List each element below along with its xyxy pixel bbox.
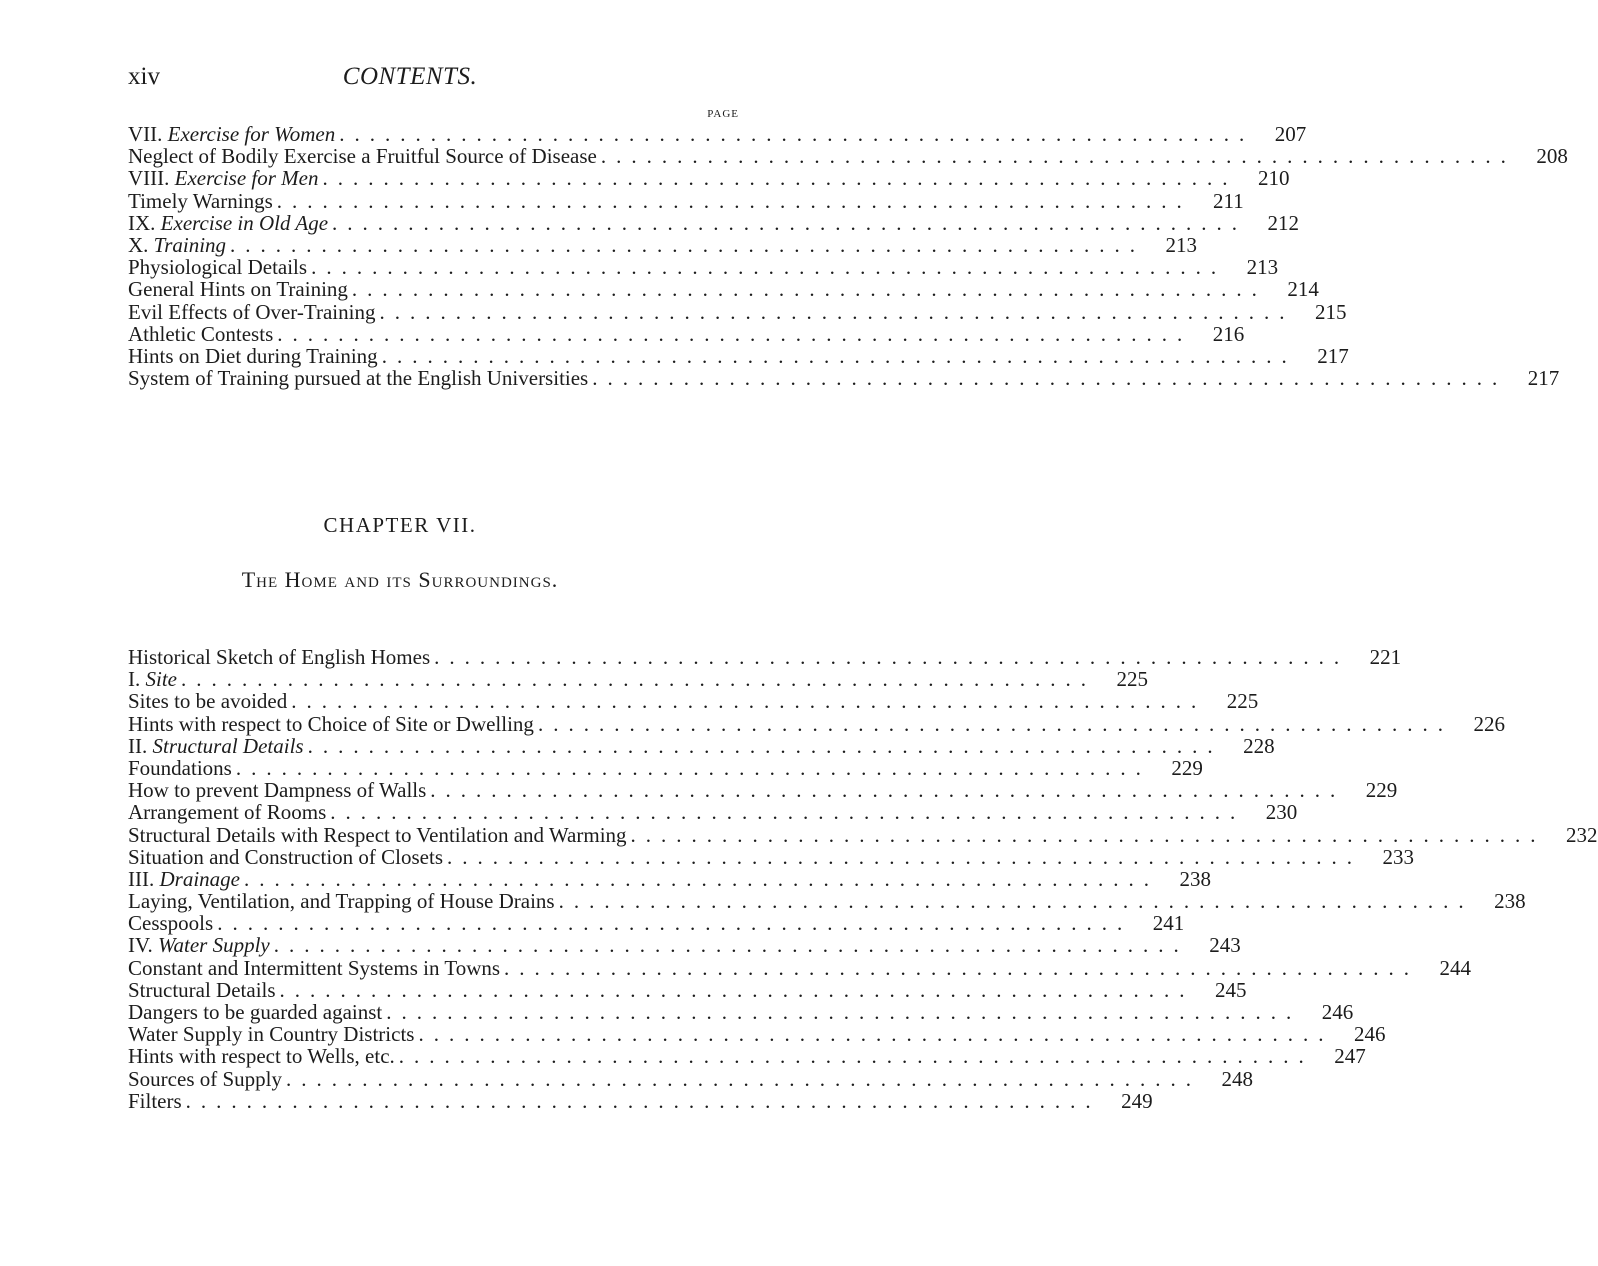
dot-leader: ............................................................ xyxy=(592,366,1508,391)
dot-leader: ............................................................ xyxy=(286,1066,1201,1091)
chapter-heading: CHAPTER VII. xyxy=(323,513,477,537)
toc-entry-section-title: Exercise in Old Age xyxy=(160,210,329,235)
toc-entry-title: Constant and Intermittent Systems in Towns xyxy=(128,955,501,980)
toc-entry xyxy=(128,1088,1153,1113)
dot-leader: ............................................................ xyxy=(311,255,1227,280)
toc-section-home xyxy=(128,645,1598,1113)
toc-entry-section-title: Training xyxy=(153,232,227,257)
dot-leader: ............................................................ xyxy=(276,188,1192,213)
toc-page-number: 208 xyxy=(1536,144,1568,169)
toc-entry-title: Physiological Details xyxy=(128,255,308,280)
toc-page-number: 225 xyxy=(1226,689,1259,714)
dot-leader: ............................................................ xyxy=(279,977,1195,1002)
toc-entry-section-title: Site xyxy=(145,667,177,692)
toc-entry-title: Filters xyxy=(128,1088,182,1113)
toc-entry xyxy=(128,933,1241,958)
toc-entry xyxy=(128,144,1568,169)
toc-page-number: 232 xyxy=(1566,822,1598,847)
toc-page-number: 214 xyxy=(1287,277,1319,302)
toc-entry-title: Structural Details with Respect to Ventilation and Warming xyxy=(128,822,627,847)
toc-entry xyxy=(128,755,1203,780)
dot-leader: ............................................................ xyxy=(434,645,1350,669)
dot-leader: ............................................................ xyxy=(243,866,1159,891)
dot-leader: ............................................................ xyxy=(230,232,1146,257)
toc-page-number: 226 xyxy=(1473,711,1505,736)
dot-leader: ............................................................ xyxy=(504,955,1420,980)
toc-page-number: 238 xyxy=(1494,889,1526,914)
toc-entry xyxy=(128,277,1319,302)
toc-entry-section-title: Structural Details xyxy=(152,733,304,758)
toc-entry-title: Cesspools xyxy=(128,911,214,936)
dot-leader: ............................................................ xyxy=(430,778,1346,803)
toc-entry-title: Timely Warnings xyxy=(128,188,273,213)
toc-page-number: 238 xyxy=(1179,866,1211,891)
toc-page-number: 246 xyxy=(1321,1000,1354,1024)
toc-entry xyxy=(128,1000,1354,1024)
toc-entry xyxy=(128,321,1245,346)
dot-leader: ............................................................ xyxy=(630,822,1546,847)
toc-entry-title: Sources of Supply xyxy=(128,1066,282,1091)
toc-page-number: 249 xyxy=(1121,1088,1153,1113)
toc-entry xyxy=(128,188,1244,213)
toc-page-number: 212 xyxy=(1267,210,1300,235)
dot-leader: ............................................................ xyxy=(600,144,1516,169)
toc-page-number: 211 xyxy=(1213,188,1244,213)
dot-leader: ............................................................ xyxy=(322,166,1238,191)
toc-entry-title: Hints with respect to Choice of Site or Dwelling xyxy=(128,711,534,736)
toc-entry xyxy=(128,955,1472,980)
toc-entry-section-title: Drainage xyxy=(159,866,240,891)
toc-page-number: 233 xyxy=(1382,844,1414,869)
toc-entry-title: VIII. Exercise for Men xyxy=(128,166,319,191)
dot-leader: ............................................................ xyxy=(537,711,1453,736)
toc-page-number: 245 xyxy=(1215,977,1247,1002)
toc-entry-title: Foundations xyxy=(128,755,232,780)
toc-entry-title: Situation and Construction of Closets xyxy=(128,844,443,869)
dot-leader: ............................................................ xyxy=(558,889,1474,914)
dot-leader: ............................................................ xyxy=(386,1000,1302,1024)
toc-entry-title: Hints with respect to Wells, etc. xyxy=(128,1044,395,1069)
toc-entry xyxy=(128,210,1300,235)
toc-page-number: 216 xyxy=(1212,321,1245,346)
dot-leader: ............................................................ xyxy=(307,733,1223,758)
toc-entry xyxy=(128,1022,1386,1047)
toc-entry xyxy=(128,711,1505,736)
toc-page-number: 229 xyxy=(1365,778,1398,803)
toc-page-number: 243 xyxy=(1209,933,1241,958)
toc-entry-title: IV. Water Supply xyxy=(128,933,270,958)
toc-page-number: 228 xyxy=(1243,733,1275,758)
toc-entry-title: I. Site xyxy=(128,667,177,692)
toc-page-number: 217 xyxy=(1527,366,1560,391)
toc-page-number: 213 xyxy=(1246,255,1279,280)
toc-entry-title: II. Structural Details xyxy=(128,733,304,758)
dot-leader: ............................................................ xyxy=(217,911,1133,936)
dot-leader: ............................................................ xyxy=(277,321,1193,346)
running-title: CONTENTS. xyxy=(342,63,478,90)
toc-page-number: 213 xyxy=(1165,232,1198,257)
toc-entry-title: Water Supply in Country Districts xyxy=(128,1022,415,1047)
toc-entry xyxy=(128,889,1526,914)
toc-entry-title: Dangers to be guarded against xyxy=(128,1000,383,1024)
toc-entry-title: General Hints on Training xyxy=(128,277,348,302)
toc-entry-title: IX. Exercise in Old Age xyxy=(128,210,329,235)
toc-entry xyxy=(128,1066,1253,1091)
toc-entry-title: Historical Sketch of English Homes xyxy=(128,645,431,669)
toc-entry xyxy=(128,822,1598,847)
toc-page-number: 248 xyxy=(1221,1066,1253,1091)
dot-leader: ............................................................ xyxy=(447,844,1362,869)
toc-entry xyxy=(128,299,1347,324)
dot-leader: ............................................................ xyxy=(235,755,1151,780)
dot-leader: ............................................................ xyxy=(351,277,1267,302)
dot-leader: ............................................................ xyxy=(418,1022,1334,1047)
toc-entry-title: Structural Details xyxy=(128,977,276,1002)
chapter-title: The Home and its Surroundings. xyxy=(241,567,559,592)
toc-page-number: 246 xyxy=(1353,1022,1386,1047)
toc-entry xyxy=(128,911,1185,936)
dot-leader: ............................................................ xyxy=(330,800,1246,825)
dot-leader: ............................................................ xyxy=(381,343,1297,368)
toc-entry xyxy=(128,366,1560,391)
toc-entry xyxy=(128,645,1402,669)
toc-entry-title: Evil Effects of Over-Training xyxy=(128,299,376,324)
toc-entry xyxy=(128,866,1211,891)
toc-entry-section-title: Exercise for Men xyxy=(174,166,319,191)
toc-entry-section-title: Water Supply xyxy=(157,933,270,958)
toc-page-number: 207 xyxy=(1274,122,1307,146)
toc-entry-section-title: Exercise for Women xyxy=(167,122,336,146)
toc-page-number: 215 xyxy=(1314,299,1347,324)
toc-entry xyxy=(128,232,1198,257)
dot-leader: ............................................................ xyxy=(291,689,1207,714)
toc-entry-title: VII. Exercise for Women xyxy=(128,122,336,146)
toc-entry-title: Hints on Diet during Training xyxy=(128,343,378,368)
toc-entry xyxy=(128,166,1290,191)
toc-entry xyxy=(128,1044,1366,1069)
toc-entry xyxy=(128,977,1247,1002)
dot-leader: ............................................................ xyxy=(379,299,1295,324)
toc-page-number: 210 xyxy=(1258,166,1290,191)
toc-entry xyxy=(128,255,1279,280)
toc-page-number: 221 xyxy=(1369,645,1402,669)
toc-section-exercise xyxy=(128,122,1568,391)
toc-page-number: 217 xyxy=(1317,343,1349,368)
dot-leader: ............................................................ xyxy=(332,210,1248,235)
toc-page-number: 244 xyxy=(1439,955,1472,980)
dot-leader: ............................................................ xyxy=(339,122,1255,146)
toc-entry xyxy=(128,778,1398,803)
toc-entry-title: Sites to be avoided xyxy=(128,689,288,714)
running-head xyxy=(128,62,652,92)
toc-page-number: 247 xyxy=(1334,1044,1366,1069)
dot-leader: ............................................................ xyxy=(398,1044,1314,1069)
page-folio: xiv xyxy=(128,63,160,90)
toc-entry xyxy=(128,733,1275,758)
toc-entry-title: How to prevent Dampness of Walls xyxy=(128,778,427,803)
page-column-label: PAGE xyxy=(707,108,739,120)
toc-entry-title: Athletic Contests xyxy=(128,321,274,346)
dot-leader: ............................................................ xyxy=(185,1088,1101,1113)
toc-page-number: 230 xyxy=(1265,800,1298,825)
toc-entry xyxy=(128,122,1307,146)
toc-entry xyxy=(128,343,1349,368)
toc-page-number: 225 xyxy=(1116,667,1148,692)
dot-leader: ............................................................ xyxy=(273,933,1189,958)
toc-entry-title: Laying, Ventilation, and Trapping of House Drains xyxy=(128,889,555,914)
toc-entry xyxy=(128,667,1148,692)
toc-entry xyxy=(128,844,1414,869)
toc-entry xyxy=(128,689,1259,714)
toc-entry-title: III. Drainage xyxy=(128,866,240,891)
dot-leader: ............................................................ xyxy=(181,667,1096,692)
toc-entry-title: Neglect of Bodily Exercise a Fruitful Source of Disease xyxy=(128,144,597,169)
toc-entry-title: X. Training xyxy=(128,232,227,257)
toc-page-number: 241 xyxy=(1152,911,1185,936)
toc-entry-title: System of Training pursued at the English Universities xyxy=(128,366,589,391)
toc-entry xyxy=(128,800,1298,825)
toc-entry-title: Arrangement of Rooms xyxy=(128,800,327,825)
toc-page-number: 229 xyxy=(1171,755,1203,780)
